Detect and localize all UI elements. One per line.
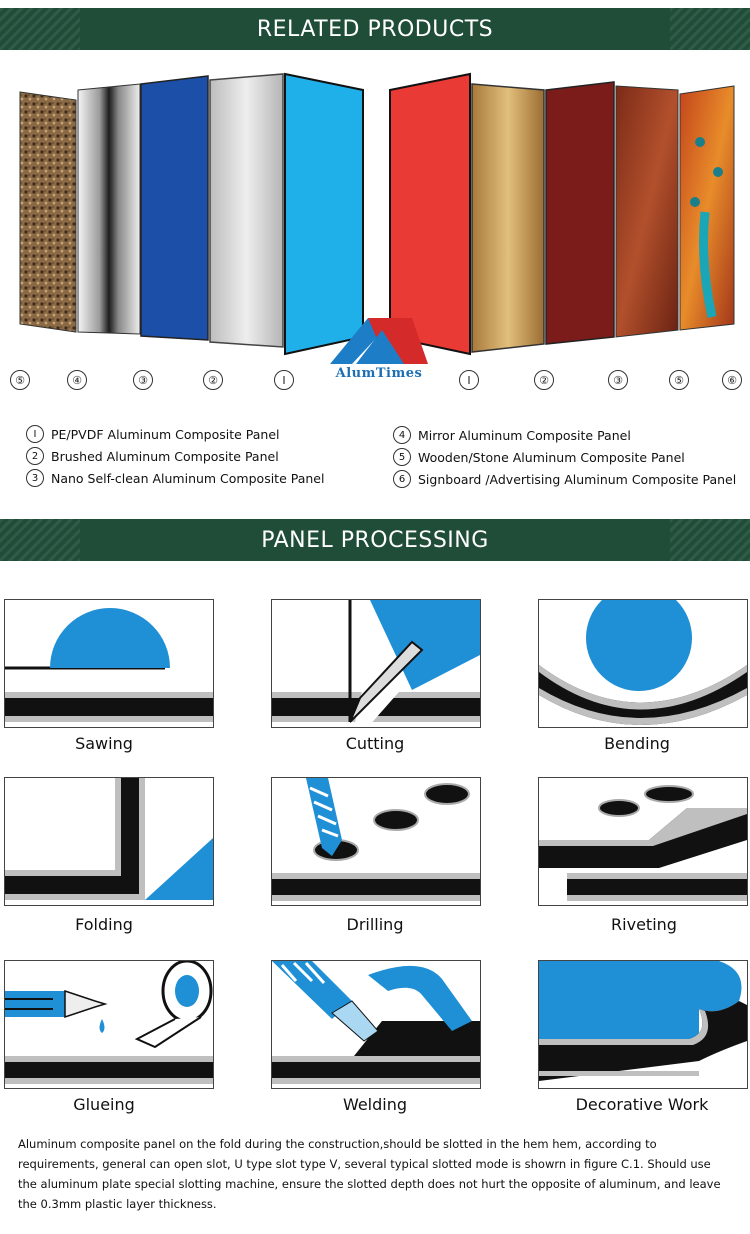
- bending-label: Bending: [604, 734, 670, 753]
- panel-marker: ⑤: [669, 370, 689, 390]
- panel-marker: ③: [608, 370, 628, 390]
- panel-marker: ③: [133, 370, 153, 390]
- decorative-work-label: Decorative Work: [575, 1095, 709, 1114]
- legend-item: [393, 446, 736, 468]
- processing-note: Aluminum composite panel on the fold during the construction,should be slotted in the hem hem, according to requirements, general can open slot, U type slot type V, several typical slotted mode is showrn in figure C.1. Should use the aluminum plate special slotting machine, ensure the slotted depth does not hurt the opposite of aluminum, and leave the 0.3mm plastic layer thickness.: [18, 1137, 721, 1211]
- glueing-label: Glueing: [73, 1095, 135, 1114]
- legend-mark: 4: [393, 426, 411, 444]
- decorative-work-illustration: [538, 960, 748, 1089]
- welding-label: Welding: [342, 1095, 408, 1114]
- panel-marker: ⑥: [722, 370, 742, 390]
- related-products-title: RELATED PRODUCTS: [256, 16, 494, 42]
- legend-label: Nano Self-clean Aluminum Composite Panel: [51, 470, 325, 486]
- welding-illustration: [271, 960, 481, 1089]
- legend-item: [393, 424, 736, 446]
- glueing-illustration: [4, 960, 214, 1089]
- panel-processing-banner: [0, 519, 750, 561]
- legend-item: [26, 423, 324, 445]
- legend-label: Brushed Aluminum Composite Panel: [51, 448, 279, 464]
- sawing-label: Sawing: [75, 734, 133, 753]
- drilling-label: Drilling: [346, 915, 404, 934]
- legend-label: Mirror Aluminum Composite Panel: [418, 427, 631, 443]
- panel-marker: ⑤: [10, 370, 30, 390]
- folding-illustration: [4, 777, 214, 906]
- legend-right: [393, 424, 736, 490]
- brand-logo-text: AlumTimes: [335, 366, 423, 381]
- riveting-illustration: [538, 777, 748, 906]
- legend-label: PE/PVDF Aluminum Composite Panel: [51, 426, 280, 442]
- panel-marker: ④: [67, 370, 87, 390]
- legend-mark: 2: [26, 447, 44, 465]
- legend-label: Wooden/Stone Aluminum Composite Panel: [418, 449, 685, 465]
- bending-illustration: [538, 599, 748, 728]
- panel-marker: ②: [534, 370, 554, 390]
- panel-marker: Ⅰ: [274, 370, 294, 390]
- related-products-banner: [0, 8, 750, 50]
- riveting-label: Riveting: [611, 915, 677, 934]
- legend-item: [26, 467, 324, 489]
- panel-marker: ②: [203, 370, 223, 390]
- legend-item: [26, 445, 324, 467]
- legend-left: [26, 423, 324, 489]
- legend-mark: 3: [26, 469, 44, 487]
- legend-mark: 5: [393, 448, 411, 466]
- cutting-label: Cutting: [345, 734, 405, 753]
- legend-item: [393, 468, 736, 490]
- drilling-illustration: [271, 777, 481, 906]
- legend-label: Signboard /Advertising Aluminum Composite Panel: [418, 471, 737, 487]
- cutting-illustration: [271, 599, 481, 728]
- product-panels-image: [0, 62, 750, 392]
- panel-processing-title: PANEL PROCESSING: [261, 527, 489, 553]
- sawing-illustration: [4, 599, 214, 728]
- legend-mark: Ⅰ: [26, 425, 44, 443]
- panel-marker: Ⅰ: [459, 370, 479, 390]
- legend-mark: 6: [393, 470, 411, 488]
- folding-label: Folding: [75, 915, 133, 934]
